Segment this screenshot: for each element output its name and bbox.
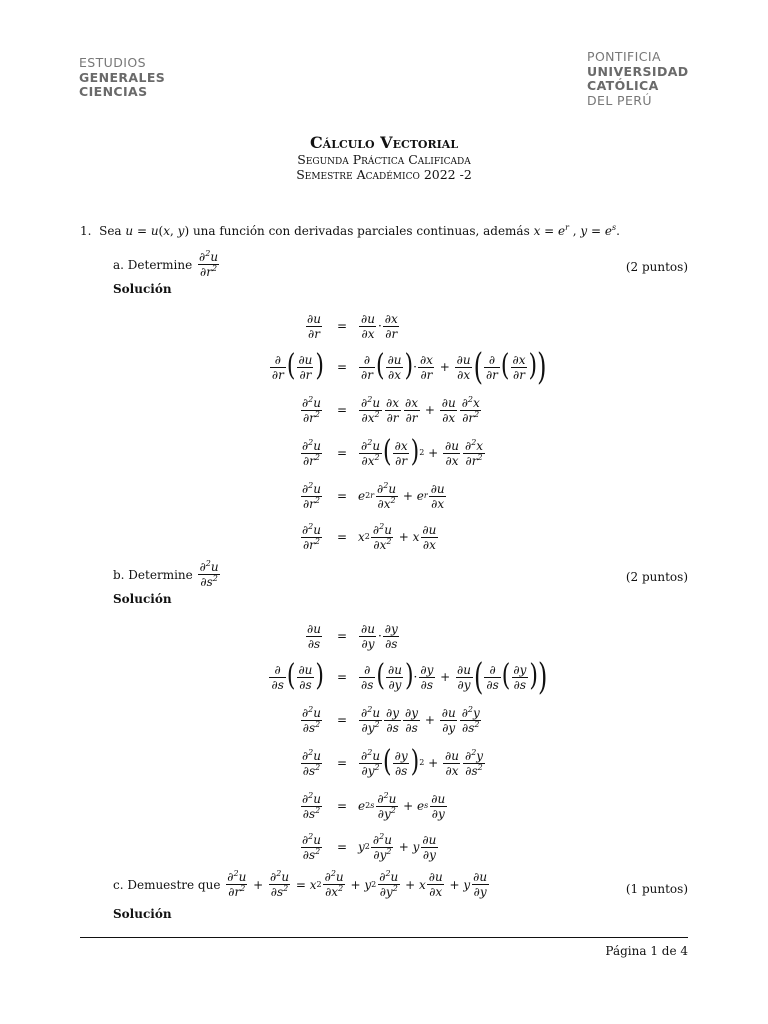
equation-row: $\frac{\partial^2u}{\partial r^2}$ = $\frac{\partial^2u}{\partial x^2}$ ( $\frac{\partial x}{\partial r}$ ) 2 + $\frac{\partial u}{\partial x}$ $\frac{\partial^2x}{\partial r^2}$ <box>301 435 484 470</box>
university-line-1: PONTIFICIA <box>587 49 661 64</box>
course-title: Cálculo Vectorial <box>309 133 459 152</box>
equation-row: $\frac{\partial^2u}{\partial s^2}$ = y 2 $\frac{\partial^2u}{\partial y^2}$ + y $\frac{\partial u}{\partial y}$ <box>301 831 437 862</box>
university-line-2: UNIVERSIDAD <box>587 63 689 79</box>
equation-row: $\frac{\partial}{\partial r}$ ( $\frac{\partial u}{\partial r}$ ) = $\frac{\partial}{\partial r}$ ( $\frac{\partial u}{\partial x}$ ) · $\frac{\partial x}{\partial r}$ + $\frac{\partial u}{\partial x}$ ( $\frac{\partial}{\partial r}$ ( $\frac{\partial x}{\partial r}$ ) ) <box>271 346 547 388</box>
exam-title: Segunda Práctica Calificada <box>297 152 471 167</box>
part-a-question <box>113 250 221 279</box>
university-line-3: CATÓLICA <box>587 78 659 93</box>
problem-number: 1. <box>80 224 92 238</box>
department-line-2: GENERALES <box>79 69 166 85</box>
part-a-points: (2 puntos) <box>625 260 688 274</box>
equation-row: $\frac{\partial^2u}{\partial r^2}$ = $\frac{\partial^2u}{\partial x^2}$ $\frac{\partial x}{\partial r}$ $\frac{\partial x}{\partial r}$ + $\frac{\partial u}{\partial x}$ $\frac{\partial^2x}{\partial r^2}$ <box>301 394 480 425</box>
part-b-fraction: $\frac{\partial^2u}{\partial s^2}$ <box>199 559 219 589</box>
equation-row: $\frac{\partial^2u}{\partial s^2}$ = e 2s $\frac{\partial^2u}{\partial y^2}$ + e s $\frac{\partial u}{\partial y}$ <box>301 790 446 821</box>
equation-row: $\frac{\partial u}{\partial r}$ = $\frac{\partial u}{\partial x}$ · $\frac{\partial x}{\partial r}$ <box>307 311 398 341</box>
equation-row: $\frac{\partial^2u}{\partial s^2}$ = $\frac{\partial^2u}{\partial y^2}$ $\frac{\partial y}{\partial s}$ $\frac{\partial y}{\partial s}$ + $\frac{\partial u}{\partial y}$ $\frac{\partial^2y}{\partial s^2}$ <box>301 704 480 735</box>
part-b-points: (2 puntos) <box>625 570 688 584</box>
part-c-points: (1 puntos) <box>625 882 688 896</box>
department-line-3: CIENCIAS <box>79 84 148 99</box>
part-b-question <box>113 560 222 589</box>
statement-part-b: una función con derivadas parciales continuas, además <box>189 224 534 238</box>
part-a-solution-label: Solución <box>113 282 172 296</box>
department-logo-text <box>79 56 165 100</box>
equation-row: $\frac{\partial^2u}{\partial r^2}$ = e 2r $\frac{\partial^2u}{\partial x^2}$ + e r $\frac{\partial u}{\partial x}$ <box>301 480 445 511</box>
footer-divider <box>80 937 688 938</box>
problem-1-statement: 1. Sea u = u(x, y) una función con derivadas parciales continuas, además $x = e^r$ , $y = e^s$. <box>80 223 620 238</box>
semester-title: Semestre Académico 2022 -2 <box>296 167 472 182</box>
university-line-4: DEL PERÚ <box>587 92 652 108</box>
part-a-label: a. Determine <box>113 257 193 272</box>
statement-part-a: Sea <box>99 224 126 238</box>
equation-row: $\frac{\partial u}{\partial s}$ = $\frac{\partial u}{\partial y}$ · $\frac{\partial y}{\partial s}$ <box>307 621 398 651</box>
part-a-derivation <box>0 307 768 557</box>
equation-row: $\frac{\partial^2u}{\partial s^2}$ = $\frac{\partial^2u}{\partial y^2}$ ( $\frac{\partial y}{\partial s}$ ) 2 + $\frac{\partial u}{\partial x}$ $\frac{\partial^2y}{\partial s^2}$ <box>301 745 484 780</box>
part-b-solution-label: Solución <box>113 592 172 606</box>
part-a-fraction: $\frac{\partial^2u}{\partial r^2}$ <box>199 249 219 279</box>
equation-row: $\frac{\partial}{\partial s}$ ( $\frac{\partial u}{\partial s}$ ) = $\frac{\partial}{\partial s}$ ( $\frac{\partial u}{\partial y}$ ) · $\frac{\partial y}{\partial s}$ + $\frac{\partial u}{\partial y}$ ( $\frac{\partial}{\partial s}$ ( $\frac{\partial y}{\partial s}$ ) ) <box>271 656 548 698</box>
page-number: Página 1 de 4 <box>605 944 688 958</box>
part-b-label: b. Determine <box>113 567 193 582</box>
part-b-derivation <box>0 617 768 867</box>
department-line-1: ESTUDIOS <box>79 55 146 70</box>
equation-row: $\frac{\partial^2u}{\partial r^2}$ = x 2 $\frac{\partial^2u}{\partial x^2}$ + x $\frac{\partial u}{\partial x}$ <box>301 521 437 552</box>
university-logo-text <box>587 50 689 108</box>
part-c-question: c. Demuestre que $\frac{\partial^2u}{\partial r^2}$ + $\frac{\partial^2u}{\partial s^2}$ = x 2 $\frac{\partial^2u}{\partial x^2}$ + y 2 $\frac{\partial^2u}{\partial y^2}$ + x $\frac{\partial u}{\partial x}$ + y $\frac{\partial u}{\partial y}$ <box>113 869 488 899</box>
part-c-solution-label: Solución <box>113 907 172 921</box>
part-c-label: c. Demuestre que <box>113 877 221 892</box>
